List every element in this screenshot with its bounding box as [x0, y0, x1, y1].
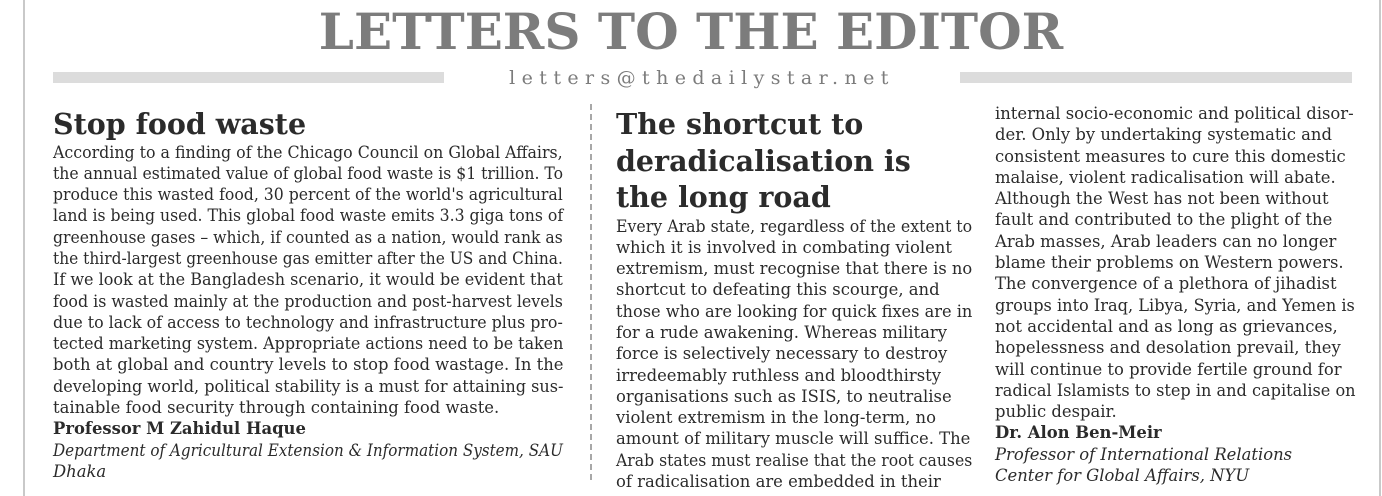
- body-line: According to a finding of the Chicago Council on Global Affairs,: [53, 142, 563, 162]
- body-line: produce this wasted food, 30 percent of the world's agricultural: [53, 185, 563, 205]
- body-line: radical Islamists to step in and capitalise on: [995, 380, 1356, 400]
- body-line: blame their problems on Western powers.: [995, 253, 1344, 273]
- letter-headline: [616, 106, 972, 216]
- letter-body: [995, 103, 1355, 422]
- body-line: the third-largest greenhouse gas emitter after the US and China.: [53, 248, 563, 268]
- body-line: land is being used. This global food waste emits 3.3 giga tons of: [53, 206, 564, 226]
- body-line: public despair.: [995, 402, 1117, 422]
- contact-email: letters@thedailystar.net: [509, 67, 895, 89]
- letter-headline: Stop food waste: [53, 107, 307, 141]
- body-line: fault and contributed to the plight of the: [995, 210, 1333, 230]
- body-line: If we look at the Bangladesh scenario, it would be evident that: [53, 270, 563, 290]
- author-affiliation: Professor of International Relations: [995, 444, 1293, 464]
- body-line: Although the West has not been without: [995, 189, 1329, 209]
- body-line: the annual estimated value of global food waste is $1 trillion. To: [53, 163, 564, 183]
- letter-body: [616, 216, 972, 493]
- body-line: which it is involved in combating violent: [616, 237, 952, 257]
- headline-line: deradicalisation is: [616, 143, 911, 178]
- body-line: extremism, must recognise that there is no: [616, 259, 973, 279]
- header-rule-right: [960, 72, 1352, 83]
- body-line: malaise, violent radicalisation will abate.: [995, 167, 1336, 187]
- body-line: hopelessness and desolation prevail, they: [995, 338, 1341, 358]
- body-line: force is selectively necessary to destroy: [616, 344, 948, 364]
- letter-deradicalisation-continued: [995, 103, 1355, 486]
- author-affiliation: Dhaka: [53, 461, 107, 481]
- letter-author: Dr. Alon Ben-Meir: [995, 423, 1162, 443]
- body-line: tainable food security through containing food waste.: [53, 398, 500, 418]
- body-line: irredeemably ruthless and bloodthirsty: [616, 365, 942, 385]
- headline-line: The shortcut to: [616, 107, 864, 141]
- body-line: internal socio-economic and political disor-: [995, 104, 1354, 123]
- body-line: Every Arab state, regardless of the extent to: [616, 216, 973, 236]
- body-line: those who are looking for quick fixes are in: [616, 301, 973, 321]
- author-affiliation: Department of Agricultural Extension & Information System, SAU: [53, 440, 563, 460]
- body-line: consistent measures to cure this domestic: [995, 146, 1346, 166]
- letter-deradicalisation: [616, 104, 972, 492]
- body-line: of radicalisation are embedded in their: [616, 472, 941, 492]
- letter-body: [53, 142, 563, 419]
- body-line: groups into Iraq, Libya, Syria, and Yemen is: [995, 295, 1355, 315]
- body-line: The convergence of a plethora of jihadist: [995, 274, 1337, 294]
- masthead-title: LETTERS TO THE EDITOR: [318, 2, 1064, 61]
- body-line: due to lack of access to technology and infrastructure plus pro-: [53, 312, 563, 332]
- body-line: both at global and country levels to stop food wastage. In the: [53, 355, 564, 375]
- body-line: developing world, political stability is a must for attaining sus-: [53, 376, 564, 396]
- body-line: organisations such as ISIS, to neutralise: [616, 386, 952, 406]
- letter-food-waste: [53, 104, 563, 482]
- letter-author: Professor M Zahidul Haque: [53, 419, 306, 439]
- column-divider: [590, 104, 592, 480]
- body-line: greenhouse gases – which, if counted as a nation, would rank as: [53, 227, 563, 247]
- body-line: der. Only by undertaking systematic and: [995, 125, 1332, 145]
- headline-line: the long road: [616, 180, 831, 214]
- body-line: not accidental and as long as grievances,: [995, 316, 1338, 336]
- body-line: will continue to provide fertile ground for: [995, 359, 1342, 379]
- author-affiliation: Center for Global Affairs, NYU: [995, 466, 1250, 486]
- body-line: amount of military muscle will suffice. The: [616, 429, 971, 449]
- body-line: shortcut to defeating this scourge, and: [616, 280, 940, 300]
- body-line: for a rude awakening. Whereas military: [616, 322, 947, 342]
- header-rule-left: [53, 72, 444, 83]
- body-line: Arab states must realise that the root causes: [616, 450, 973, 470]
- body-line: food is wasted mainly at the production and post-harvest levels: [53, 291, 563, 311]
- body-line: tected marketing system. Appropriate actions need to be taken: [53, 334, 564, 354]
- body-line: Arab masses, Arab leaders can no longer: [995, 231, 1337, 251]
- body-line: violent extremism in the long-term, no: [616, 408, 936, 428]
